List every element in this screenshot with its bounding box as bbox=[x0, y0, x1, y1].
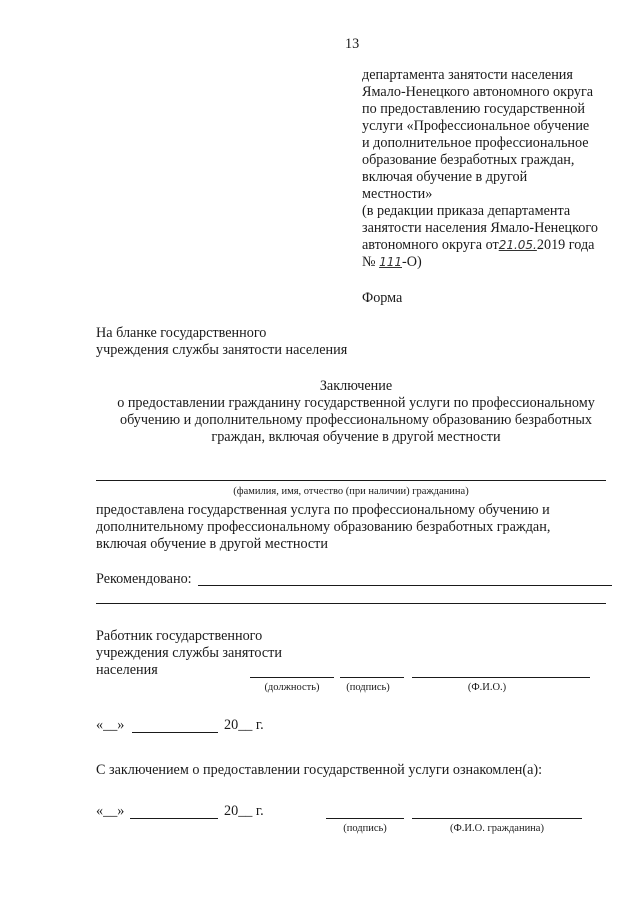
recommended-line-2 bbox=[96, 603, 606, 604]
name-caption: (Ф.И.О.) bbox=[467, 682, 507, 693]
recommended-label: Рекомендовано: bbox=[96, 571, 192, 587]
title-line: о предоставлении гражданину государственной услуги по профессиональному bbox=[117, 395, 595, 411]
citizen-fio-line bbox=[412, 818, 582, 819]
title-line: обучению и дополнительному профессиональному образованию безработных bbox=[120, 412, 592, 428]
name-line bbox=[412, 677, 590, 678]
citizen-name-line bbox=[96, 480, 606, 481]
header-line: услуги «Профессиональное обучение bbox=[362, 118, 590, 134]
page-number: 13 bbox=[345, 36, 360, 52]
header-line: (в редакции приказа департамента bbox=[362, 203, 571, 219]
recommended-line-1 bbox=[198, 585, 612, 586]
signature-line bbox=[340, 677, 404, 678]
header-block bbox=[362, 67, 632, 271]
employee-line: Работник государственного bbox=[96, 628, 263, 644]
header-line-number bbox=[362, 254, 632, 271]
employee-line: учреждения службы занятости bbox=[96, 645, 282, 661]
header-number-prefix: № bbox=[362, 254, 376, 270]
date-1-year bbox=[224, 717, 264, 734]
position-line bbox=[250, 677, 334, 678]
body-line: включая обучение в другой местности bbox=[96, 536, 328, 552]
date-2-year-prefix: 20__ bbox=[224, 803, 253, 819]
date-2-day: «__» bbox=[96, 803, 125, 819]
citizen-signature-caption: (подпись) bbox=[343, 823, 387, 834]
header-line: образование безработных граждан, bbox=[362, 152, 575, 168]
citizen-fio-caption: (Ф.И.О. гражданина) bbox=[450, 823, 544, 834]
date-2-month-line bbox=[130, 818, 218, 819]
document-title bbox=[80, 378, 632, 446]
position-caption: (должность) bbox=[264, 682, 320, 693]
date-1-month-line bbox=[132, 732, 218, 733]
header-line: местности» bbox=[362, 186, 433, 202]
body-line: предоставлена государственная услуга по профессиональному обучению и bbox=[96, 502, 550, 518]
header-line: по предоставлению государственной bbox=[362, 101, 585, 117]
header-line: Ямало-Ненецкого автономного округа bbox=[362, 84, 594, 100]
header-date-prefix: автономного округа от bbox=[362, 237, 499, 253]
signature-caption: (подпись) bbox=[346, 682, 390, 693]
header-line: и дополнительное профессиональное bbox=[362, 135, 589, 151]
date-2-year-suffix: г. bbox=[255, 803, 264, 819]
letterhead-line: На бланке государственного bbox=[96, 325, 267, 341]
title-line: граждан, включая обучение в другой местности bbox=[211, 429, 501, 445]
body-line: дополнительному профессиональному образованию безработных граждан, bbox=[96, 519, 551, 535]
citizen-name-caption: (фамилия, имя, отчество (при наличии) гражданина) bbox=[233, 486, 469, 497]
header-line: включая обучение в другой bbox=[362, 169, 528, 185]
title-heading: Заключение bbox=[319, 378, 393, 394]
header-line: занятости населения Ямало-Ненецкого bbox=[362, 220, 598, 236]
employee-label bbox=[96, 628, 282, 679]
form-label: Форма bbox=[362, 290, 403, 306]
body-text bbox=[96, 502, 610, 553]
letterhead bbox=[96, 325, 347, 359]
date-2-year bbox=[224, 803, 264, 820]
header-date-suffix: 2019 года bbox=[536, 237, 595, 253]
date-1-day: «__» bbox=[96, 717, 125, 733]
acknowledgement-text: С заключением о предоставлении государственной услуги ознакомлен(а): bbox=[96, 762, 543, 778]
handwritten-date: 21.05. bbox=[498, 238, 537, 252]
date-1-year-suffix: г. bbox=[255, 717, 264, 733]
header-number-suffix: -О) bbox=[402, 254, 422, 270]
employee-line: населения bbox=[96, 662, 158, 678]
citizen-signature-line bbox=[326, 818, 404, 819]
date-1-year-prefix: 20__ bbox=[224, 717, 253, 733]
handwritten-number: 111 bbox=[379, 255, 402, 269]
header-line-date bbox=[362, 237, 632, 254]
header-line: департамента занятости населения bbox=[362, 67, 573, 83]
letterhead-line: учреждения службы занятости населения bbox=[96, 342, 348, 358]
